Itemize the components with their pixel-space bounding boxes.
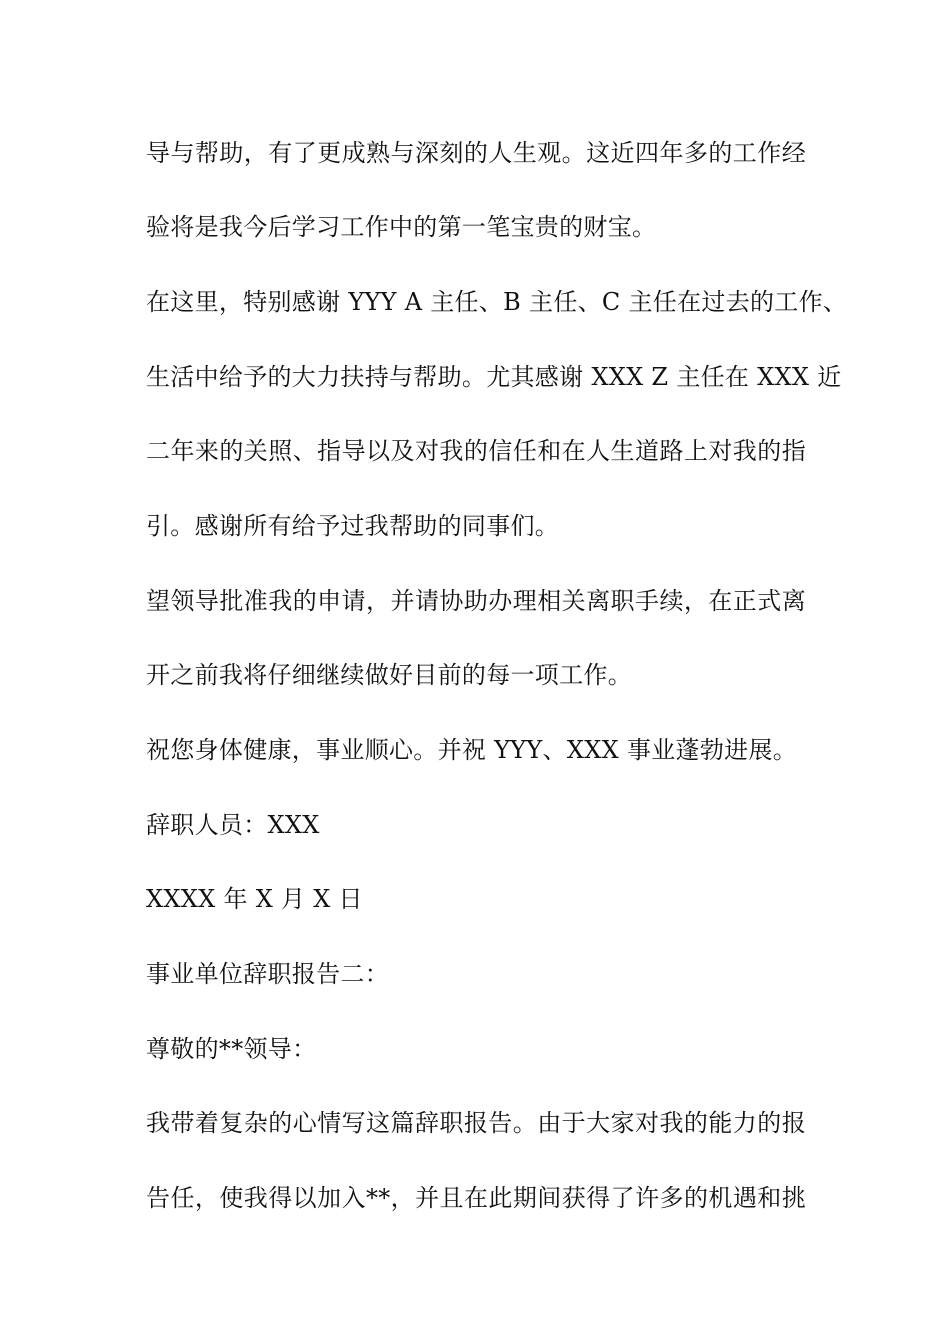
text-line: 我带着复杂的心情写这篇辞职报告。由于大家对我的能力的报 — [146, 1109, 806, 1137]
text-line: 二年来的关照、指导以及对我的信任和在人生道路上对我的指 — [146, 437, 806, 465]
date-line: XXXX 年 X 月 X 日 — [146, 885, 363, 913]
text-line: 验将是我今后学习工作中的第一笔宝贵的财宝。 — [146, 213, 657, 241]
signature-line: 辞职人员：XXX — [146, 811, 320, 839]
text-line: 生活中给予的大力扶持与帮助。尤其感谢 XXX Z 主任在 XXX 近 — [146, 363, 842, 391]
text-line: 告任，使我得以加入**，并且在此期间获得了许多的机遇和挑 — [146, 1184, 806, 1212]
salutation: 尊敬的**领导： — [146, 1035, 317, 1063]
text-line: 望领导批准我的申请，并请协助办理相关离职手续，在正式离 — [146, 587, 806, 615]
text-line: 在这里，特别感谢 YYY A 主任、B 主任、C 主任在过去的工作、 — [146, 288, 848, 316]
text-line: 祝您身体健康，事业顺心。并祝 YYY、XXX 事业蓬勃进展。 — [146, 736, 798, 764]
text-line: 引。感谢所有给予过我帮助的同事们。 — [146, 512, 560, 540]
text-line: 开之前我将仔细继续做好目前的每一项工作。 — [146, 661, 632, 689]
section-heading: 事业单位辞职报告二： — [146, 960, 389, 988]
text-line: 导与帮助，有了更成熟与深刻的人生观。这近四年多的工作经 — [146, 139, 806, 167]
